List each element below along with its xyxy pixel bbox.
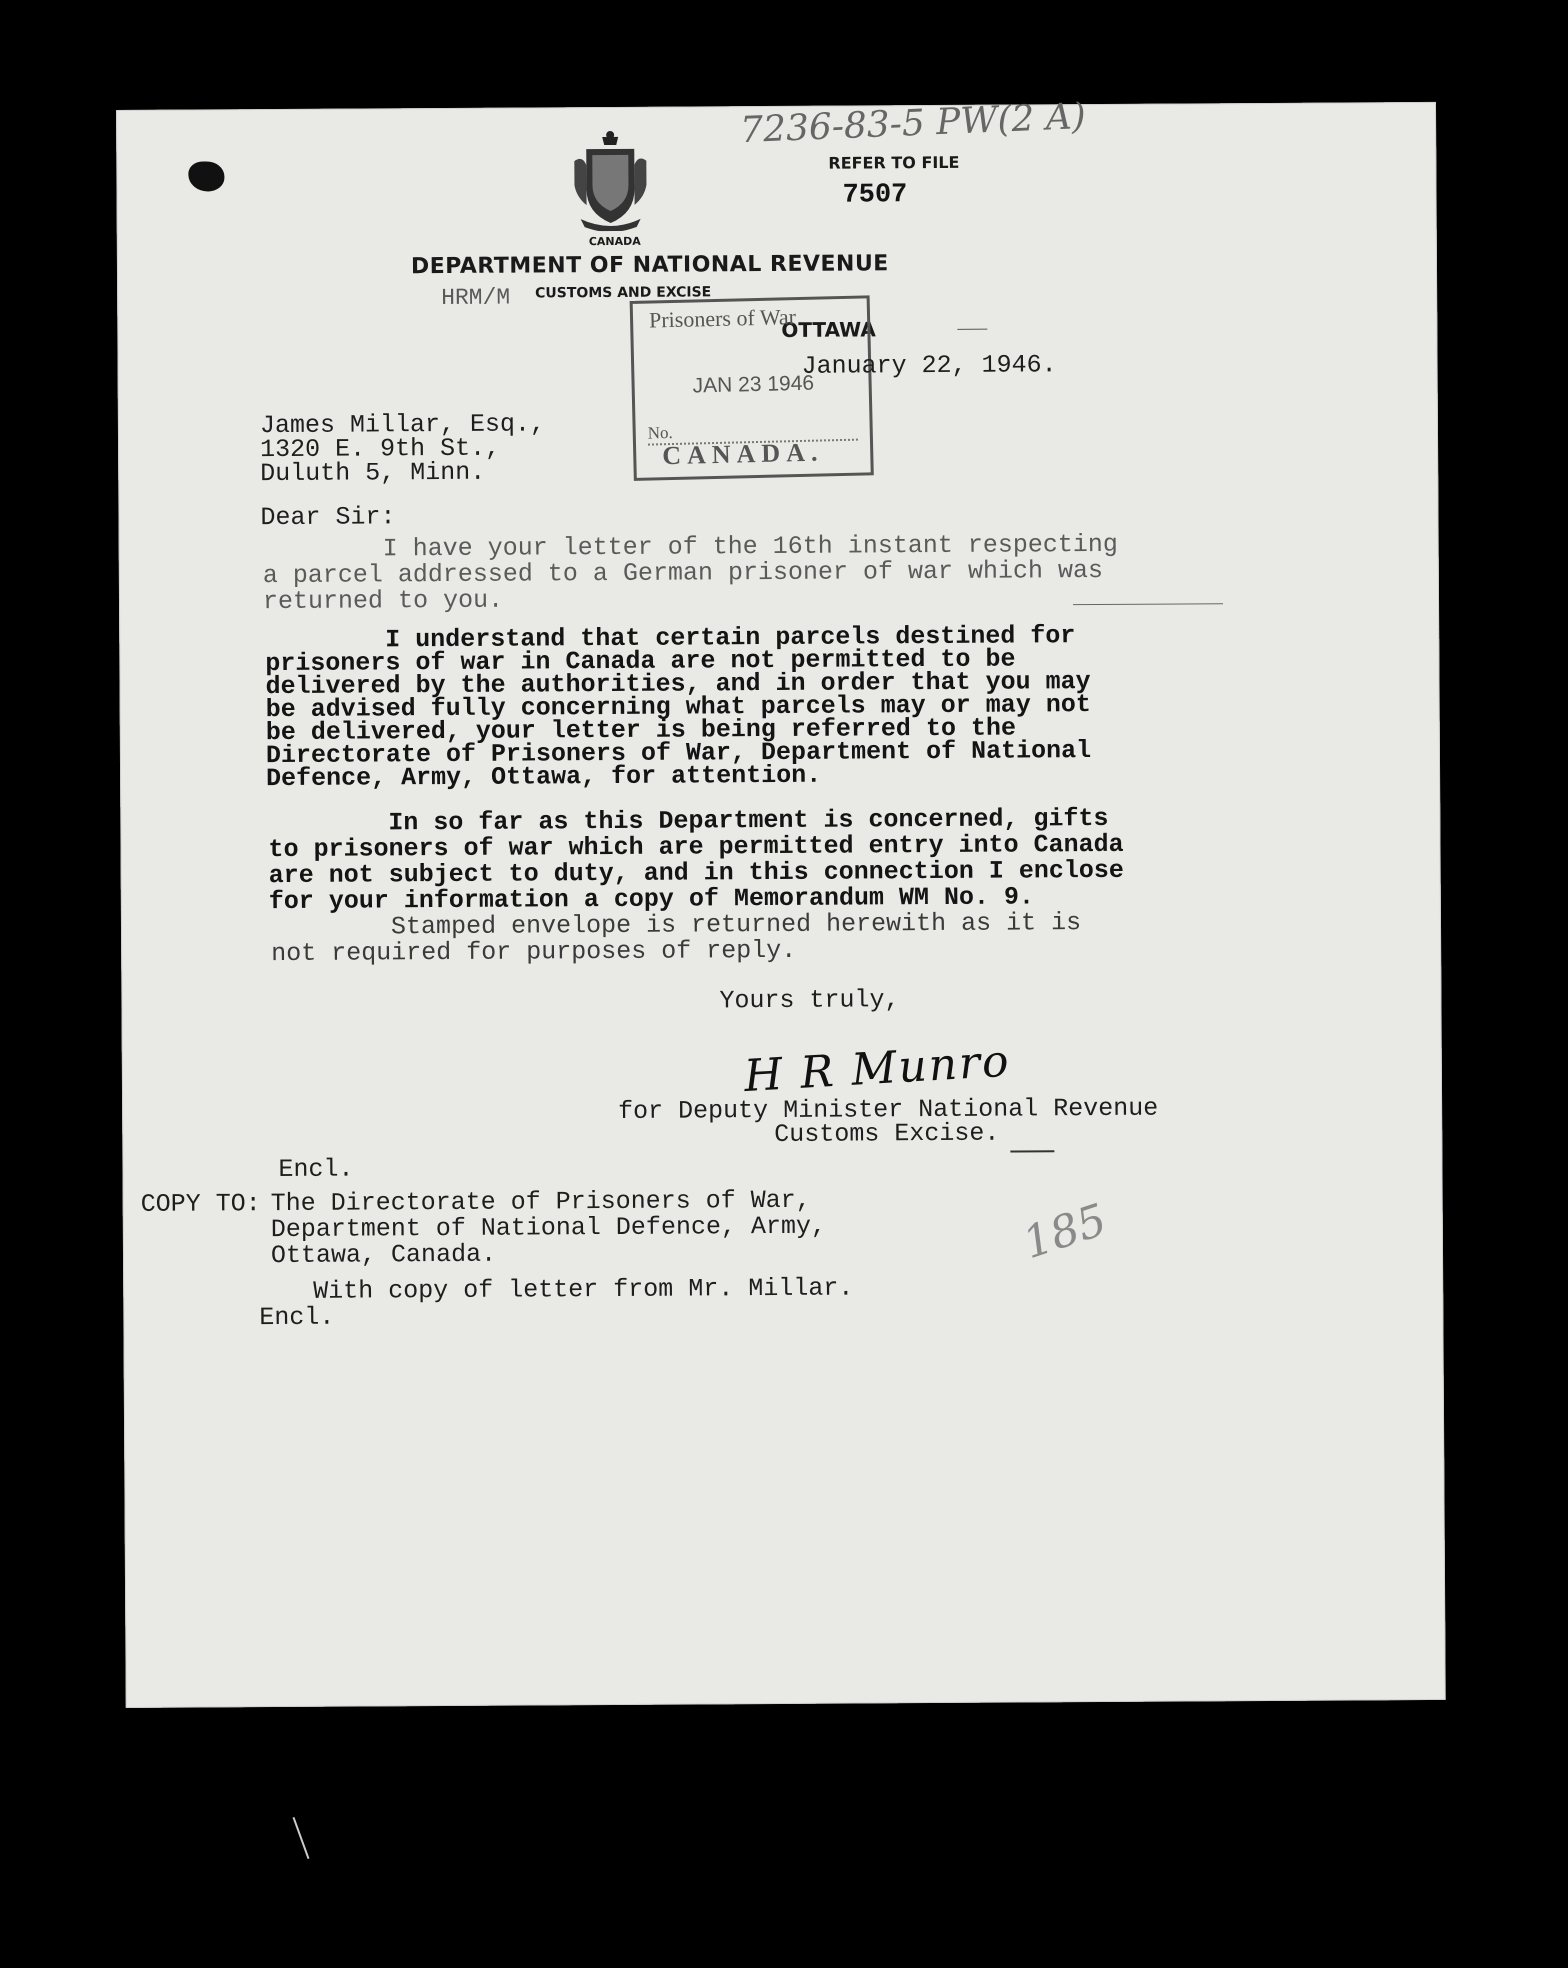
refer-file-number: 7507: [842, 180, 908, 211]
letterhead-initials: HRM/M: [441, 284, 511, 312]
body-paragraph-4: Stamped envelope is returned herewith as it is not required for purposes of reply.: [270, 908, 1082, 969]
closing: Yours truly,: [719, 985, 900, 1016]
letterhead-city: OTTAWA: [781, 317, 876, 342]
margin-rule-1: [1073, 603, 1223, 605]
margin-rule-2: [1010, 1150, 1054, 1152]
stamp-no-label: No.: [647, 422, 673, 443]
copy-to-line-1: The Directorate of Prisoners of War,: [270, 1185, 811, 1219]
letterhead-department: DEPARTMENT OF NATIONAL REVENUE: [410, 251, 889, 280]
body-paragraph-1: I have your letter of the 16th instant respecting a parcel addressed to a German prisoner of war which was returned to you.: [262, 529, 1118, 617]
letterhead-division: CUSTOMS AND EXCISE: [535, 284, 712, 302]
copy-to-label: COPY TO:: [140, 1189, 261, 1219]
recipient-street: 1320 E. 9th St.,: [259, 433, 501, 465]
letter-page: [116, 96, 1446, 1708]
enclosure-note-2: Encl.: [259, 1302, 335, 1333]
salutation: Dear Sir:: [260, 502, 396, 533]
stamp-date: JAN 23 1946: [692, 371, 815, 398]
signature-title-line-2: Customs Excise.: [774, 1118, 1000, 1149]
stamp-title: Prisoners of War: [648, 304, 797, 333]
body-paragraph-3: In so far as this Department is concerned, gifts to prisoners of war which are permitted entry into Canada are not subject to duty, and in this connection I enclose for your information a copy of Memorandum WM No. 9.: [268, 803, 1124, 917]
ink-blot: [188, 161, 224, 191]
body-paragraph-2: I understand that certain parcels destined for prisoners of war in Canada are not permitted to be delivered by the authorities, and in order that you may be advised fully concerning what parcels may or may not be delivered, your letter is being referred to the Directorate of Prisoners of War, Department of National Defence, Army, Ottawa, for attention.: [265, 621, 1092, 794]
recipient-name: James Millar, Esq.,: [259, 409, 546, 441]
stamp-country: CANADA.: [661, 437, 824, 471]
signature: H R Munro: [742, 1035, 1012, 1103]
enclosure-note: Encl.: [278, 1154, 354, 1185]
copy-to-line-2: Department of National Defence, Army,: [270, 1211, 827, 1245]
copy-to-line-3: Ottawa, Canada.: [270, 1239, 497, 1271]
canada-coat-of-arms-icon: [572, 131, 649, 231]
handwritten-file-code: 7236-83-5 PW(2 A): [739, 96, 1087, 152]
recipient-city: Duluth 5, Minn.: [260, 457, 486, 489]
letter-date: January 22, 1946.: [801, 350, 1057, 381]
postscript: With copy of letter from Mr. Millar.: [313, 1273, 854, 1306]
signature-title-line-1: for Deputy Minister National Revenue: [618, 1093, 1159, 1126]
letterhead-country: CANADA: [588, 234, 641, 249]
received-stamp: [630, 295, 874, 481]
refer-to-file-label: REFER TO FILE: [828, 152, 960, 173]
city-rule: [957, 329, 987, 330]
scan-scratch: [293, 1817, 310, 1859]
handwritten-page-number: 185: [1016, 1194, 1113, 1270]
